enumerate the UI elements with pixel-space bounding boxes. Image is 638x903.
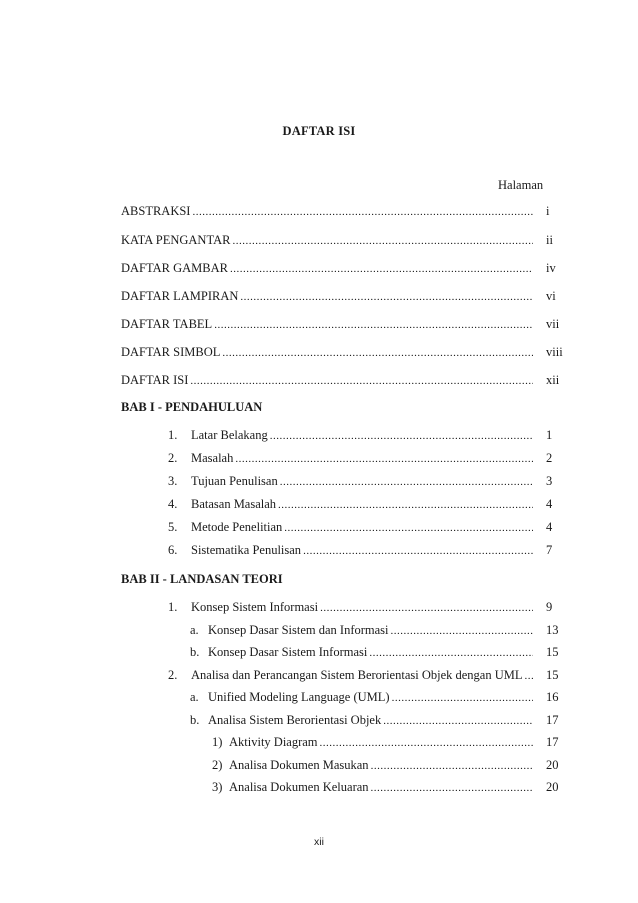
toc-entry-page: 20 <box>546 758 559 772</box>
toc-entry-label: Analisa Dokumen Keluaran <box>229 780 369 794</box>
toc-entry-page: 17 <box>546 713 559 727</box>
dot-leader <box>270 430 533 442</box>
toc-entry-label: ABSTRAKSI <box>121 204 191 218</box>
toc-entry <box>168 497 536 515</box>
toc-entry-page: ii <box>546 233 553 247</box>
toc-entry-label: DAFTAR TABEL <box>121 317 213 331</box>
toc-entry <box>168 520 536 538</box>
toc-entry-page: 4 <box>546 497 553 511</box>
toc-entry <box>190 645 536 663</box>
toc-entry-label: Tujuan Penulisan <box>191 474 278 488</box>
toc-entry <box>168 600 536 618</box>
dot-leader <box>284 522 533 534</box>
toc-entry <box>168 451 536 469</box>
toc-entry <box>168 668 536 686</box>
dot-leader <box>391 625 533 637</box>
dot-leader <box>192 206 533 218</box>
toc-entry <box>121 317 536 335</box>
toc-entry-page: i <box>546 204 550 218</box>
halaman-label: Halaman <box>498 178 544 192</box>
toc-entry <box>121 233 536 251</box>
toc-entry-number: 2. <box>168 451 178 465</box>
toc-entry-page: 4 <box>546 520 553 534</box>
footer-page-number: xii <box>314 836 324 848</box>
toc-entry-label: Unified Modeling Language (UML) <box>208 690 390 704</box>
toc-entry-label: Metode Penelitian <box>191 520 283 534</box>
toc-entry <box>212 780 536 798</box>
toc-entry <box>190 713 536 731</box>
toc-entry-page: viii <box>546 345 563 359</box>
toc-entry-page: 15 <box>546 645 559 659</box>
toc-entry-label: DAFTAR GAMBAR <box>121 261 229 275</box>
toc-entry-page: iv <box>546 261 556 275</box>
dot-leader <box>235 453 533 465</box>
dot-leader <box>190 375 533 387</box>
toc-entry-page: 9 <box>546 600 553 614</box>
toc-entry-number: b. <box>190 713 200 727</box>
toc-entry-label: Latar Belakang <box>191 428 268 442</box>
dot-leader <box>278 499 533 511</box>
toc-entry-label: Konsep Dasar Sistem dan Informasi <box>208 623 389 637</box>
dot-leader <box>214 319 533 331</box>
toc-entry-label: Konsep Dasar Sistem Informasi <box>208 645 368 659</box>
toc-entry-page: 2 <box>546 451 553 465</box>
toc-entry-number: 1. <box>168 600 178 614</box>
toc-entry-label: Konsep Sistem Informasi <box>191 600 319 614</box>
dot-leader <box>369 647 533 659</box>
toc-entry <box>121 261 536 279</box>
toc-entry-number: 6. <box>168 543 178 557</box>
toc-entry <box>168 428 536 446</box>
dot-leader <box>232 235 533 247</box>
toc-entry-page: 3 <box>546 474 553 488</box>
toc-entry <box>212 735 536 753</box>
chapter-heading: BAB I - PENDAHULUAN <box>121 400 263 414</box>
toc-entry <box>168 474 536 492</box>
toc-entry-number: 5. <box>168 520 178 534</box>
toc-entry-label: Sistematika Penulisan <box>191 543 302 557</box>
toc-entry-label: DAFTAR ISI <box>121 373 189 387</box>
toc-entry-number: a. <box>190 690 199 704</box>
dot-leader <box>525 670 533 682</box>
dot-leader <box>280 476 533 488</box>
dot-leader <box>222 347 533 359</box>
toc-entry-page: xii <box>546 373 560 387</box>
toc-entry <box>121 345 536 363</box>
toc-entry-label: Masalah <box>191 451 234 465</box>
toc-entry-label: DAFTAR LAMPIRAN <box>121 289 239 303</box>
page-title: DAFTAR ISI <box>282 124 356 138</box>
dot-leader <box>392 692 533 704</box>
toc-entry-page: 20 <box>546 780 559 794</box>
toc-entry-page: 15 <box>546 668 559 682</box>
dot-leader <box>320 737 533 749</box>
toc-entry <box>190 623 536 641</box>
toc-entry <box>121 289 536 307</box>
toc-entry-page: vi <box>546 289 556 303</box>
dot-leader <box>371 782 533 794</box>
toc-entry-number: 2. <box>168 668 178 682</box>
toc-entry <box>190 690 536 708</box>
toc-entry <box>121 373 536 391</box>
toc-entry-number: 2) <box>212 758 223 772</box>
toc-entry-page: 17 <box>546 735 559 749</box>
toc-entry-number: 4. <box>168 497 178 511</box>
toc-entry-number: b. <box>190 645 200 659</box>
toc-entry-label: DAFTAR SIMBOL <box>121 345 221 359</box>
toc-entry-page: 1 <box>546 428 553 442</box>
toc-entry-number: 3. <box>168 474 178 488</box>
dot-leader <box>303 545 533 557</box>
dot-leader <box>320 602 533 614</box>
toc-entry-label: Analisa dan Perancangan Sistem Berorientasi Objek dengan UML <box>191 668 523 682</box>
toc-entry <box>121 204 536 222</box>
toc-entry-page: vii <box>546 317 560 331</box>
toc-entry-page: 7 <box>546 543 553 557</box>
toc-entry-number: 1) <box>212 735 223 749</box>
toc-entry-number: a. <box>190 623 199 637</box>
dot-leader <box>230 263 533 275</box>
toc-entry-label: Analisa Sistem Berorientasi Objek <box>208 713 382 727</box>
toc-entry <box>212 758 536 776</box>
chapter-heading: BAB II - LANDASAN TEORI <box>121 572 283 586</box>
toc-entry-number: 3) <box>212 780 223 794</box>
toc-entry-label: Analisa Dokumen Masukan <box>229 758 369 772</box>
toc-entry-label: KATA PENGANTAR <box>121 233 231 247</box>
dot-leader <box>383 715 533 727</box>
toc-entry-page: 13 <box>546 623 559 637</box>
dot-leader <box>240 291 533 303</box>
dot-leader <box>371 760 533 772</box>
toc-entry-page: 16 <box>546 690 559 704</box>
toc-entry <box>168 543 536 561</box>
toc-entry-label: Batasan Masalah <box>191 497 277 511</box>
toc-entry-label: Aktivity Diagram <box>229 735 318 749</box>
toc-entry-number: 1. <box>168 428 178 442</box>
